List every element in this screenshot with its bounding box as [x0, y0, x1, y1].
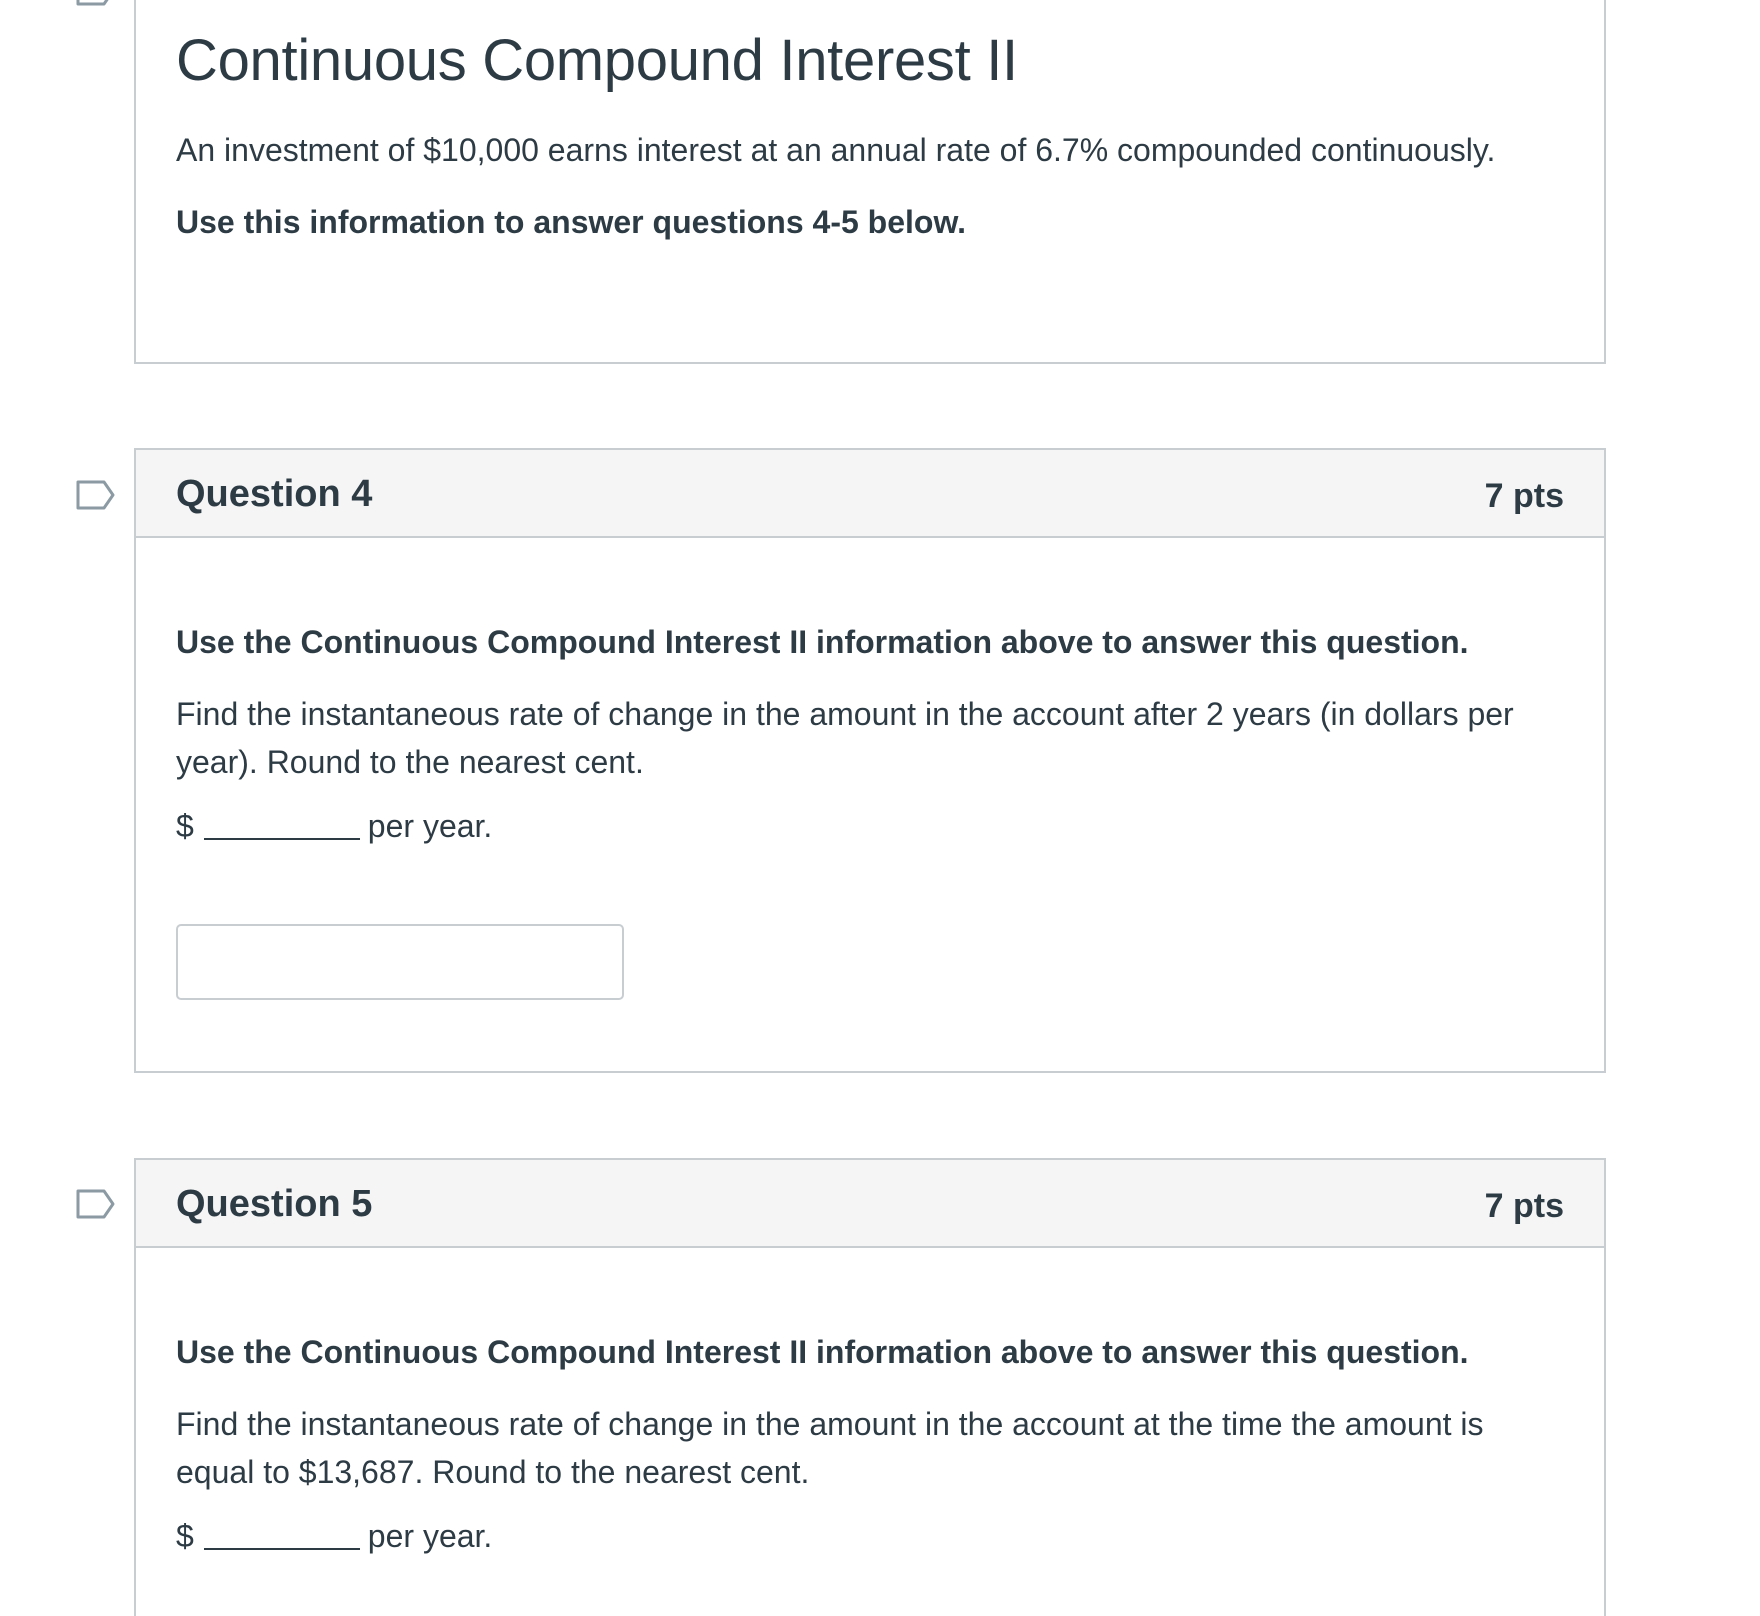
question-points: 7 pts	[1484, 477, 1564, 515]
answer-unit: per year.	[367, 808, 493, 844]
dollar-sign: $	[176, 808, 194, 844]
question-reference: Use the Continuous Compound Interest II information above to answer this question.	[176, 624, 1469, 660]
info-description: An investment of $10,000 earns interest at an annual rate of 6.7% compounded continuously.	[176, 132, 1496, 168]
question-title: Question 4	[176, 473, 373, 515]
dollar-sign: $	[176, 1518, 194, 1554]
question-prompt: Find the instantaneous rate of change in the amount in the account at the time the amount is equal to $13,687. Round to the nearest cent.	[176, 1406, 1484, 1490]
question-body	[136, 622, 1604, 1000]
flag-question-icon[interactable]	[76, 1189, 116, 1219]
info-instruction: Use this information to answer questions 4-5 below.	[176, 204, 967, 240]
answer-blank-line	[204, 1518, 360, 1550]
question-header	[136, 1160, 1604, 1248]
answer-format	[176, 806, 1564, 846]
question-card	[134, 1158, 1606, 1616]
flag-question-icon[interactable]	[76, 480, 116, 510]
answer-unit: per year.	[367, 1518, 493, 1554]
question-reference: Use the Continuous Compound Interest II information above to answer this question.	[176, 1334, 1469, 1370]
info-title: Continuous Compound Interest II	[176, 28, 1018, 93]
question-title: Question 5	[176, 1183, 373, 1225]
answer-input[interactable]	[176, 924, 624, 1000]
flag-question-icon[interactable]	[76, 0, 116, 6]
answer-blank-line	[204, 808, 360, 840]
answer-format	[176, 1516, 1564, 1556]
info-card	[134, 0, 1606, 364]
question-body	[136, 1332, 1604, 1556]
question-points: 7 pts	[1484, 1187, 1564, 1225]
question-header	[136, 450, 1604, 538]
question-prompt: Find the instantaneous rate of change in the amount in the account after 2 years (in dollars per year). Round to the nearest cent.	[176, 696, 1514, 780]
question-card	[134, 448, 1606, 1073]
